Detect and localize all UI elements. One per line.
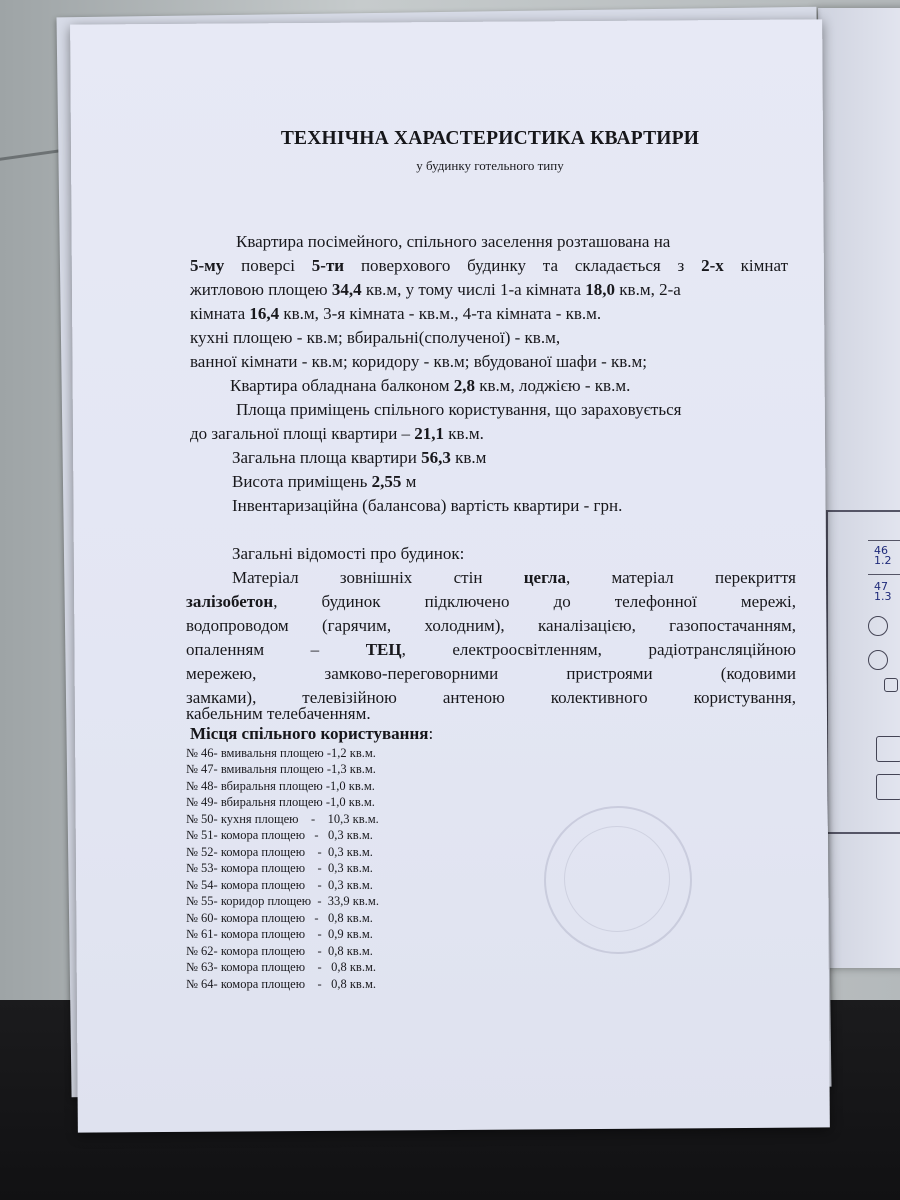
- para1-line6: ванної кімнати - кв.м; коридору - кв.м; вбудованої шафи - кв.м;: [190, 352, 647, 371]
- para2-line1: Матеріал зовнішніх стін цегла, матеріал перекриття: [232, 568, 796, 587]
- plan-label-46: 46: [874, 544, 888, 557]
- plan-label-47-area: 1.3: [874, 590, 892, 603]
- list-item: № 47- вмивальня площею -1,3 кв.м.: [186, 762, 376, 776]
- para1-line3: житловою площею 34,4 кв.м, у тому числі 1-а кімната 18,0 кв.м, 2-а: [190, 280, 681, 299]
- list-item: № 50- кухня площею - 10,3 кв.м.: [186, 812, 379, 826]
- list-item: № 52- комора площею - 0,3 кв.м.: [186, 845, 373, 859]
- para1-line9: до загальної площі квартири – 21,1 кв.м.: [190, 424, 484, 443]
- para2-line7: кабельним телебаченням.: [186, 704, 371, 723]
- toilet-fixture-icon: [868, 616, 888, 636]
- para1-line4: кімната 16,4 кв.м, 3-я кімната - кв.м., 4-та кімната - кв.м.: [190, 304, 602, 323]
- list-item: № 60- комора площею - 0,8 кв.м.: [186, 911, 373, 925]
- para2-line3: водопроводом (гарячим, холодним), каналізацією, газопостачанням,: [186, 616, 796, 635]
- stove-icon: [876, 774, 900, 800]
- plan-cell-divider: [868, 574, 900, 575]
- faded-stamp-icon: [544, 806, 692, 954]
- para1-line12: Інвентаризаційна (балансова) вартість квартири - грн.: [232, 496, 623, 515]
- para2-line4: опаленням – ТЕЦ, електроосвітленням, радіотрансляційною: [186, 640, 796, 659]
- list-item: № 61- комора площею - 0,9 кв.м.: [186, 927, 373, 941]
- para1-line10: Загальна площа квартири 56,3 кв.м: [232, 448, 487, 467]
- list-item: № 62- комора площею - 0,8 кв.м.: [186, 944, 373, 958]
- document-title: ТЕХНІЧНА ХАРАСТЕРИСТИКА КВАРТИРИ: [280, 128, 700, 149]
- stove-icon: [876, 736, 900, 762]
- plan-cell-divider: [868, 540, 900, 541]
- para1-line5: кухні площею - кв.м; вбиральні(сполученої) - кв.м,: [190, 328, 561, 347]
- list-item: № 63- комора площею - 0,8 кв.м.: [186, 960, 376, 974]
- list-item: № 55- коридор площею - 33,9 кв.м.: [186, 894, 379, 908]
- toilet-fixture-icon: [868, 650, 888, 670]
- para1-line1: Квартира посімейного, спільного заселення розташована на: [236, 232, 671, 251]
- list-item: № 48- вбиральня площею -1,0 кв.м.: [186, 779, 375, 793]
- para1-line11: Висота приміщень 2,55 м: [232, 472, 417, 491]
- plan-label-46-area: 1.2: [874, 554, 892, 567]
- para2-line2: залізобетон, будинок підключено до телефонної мережі,: [186, 592, 796, 611]
- list-item: № 54- комора площею - 0,3 кв.м.: [186, 878, 373, 892]
- common-places-heading: Місця спільного користування:: [190, 724, 434, 743]
- list-item: № 53- комора площею - 0,3 кв.м.: [186, 861, 373, 875]
- para2-line5: мережею, замково-переговорними пристроями (кодовими: [186, 664, 796, 683]
- para2-line6: замками), телевізійною антеною колективного користування,: [186, 688, 796, 707]
- floor-plan-fragment: [826, 510, 900, 834]
- list-item: № 46- вмивальня площею -1,2 кв.м.: [186, 746, 376, 760]
- list-item: № 64- комора площею - 0,8 кв.м.: [186, 977, 376, 991]
- document-subtitle: у будинку готельного типу: [416, 158, 564, 173]
- plan-label-47: 47: [874, 580, 888, 593]
- sink-icon: [884, 678, 898, 692]
- para2-heading: Загальні відомості про будинок:: [232, 544, 465, 563]
- para1-line7: Квартира обладнана балконом 2,8 кв.м, лоджією - кв.м.: [230, 376, 631, 395]
- para1-line2: 5-му поверсі 5-ти поверхового будинку та складається з 2-х кімнат: [190, 256, 788, 275]
- para1-line8: Площа приміщень спільного користування, що зараховується: [236, 400, 682, 419]
- list-item: № 49- вбиральня площею -1,0 кв.м.: [186, 795, 375, 809]
- list-item: № 51- комора площею - 0,3 кв.м.: [186, 828, 373, 842]
